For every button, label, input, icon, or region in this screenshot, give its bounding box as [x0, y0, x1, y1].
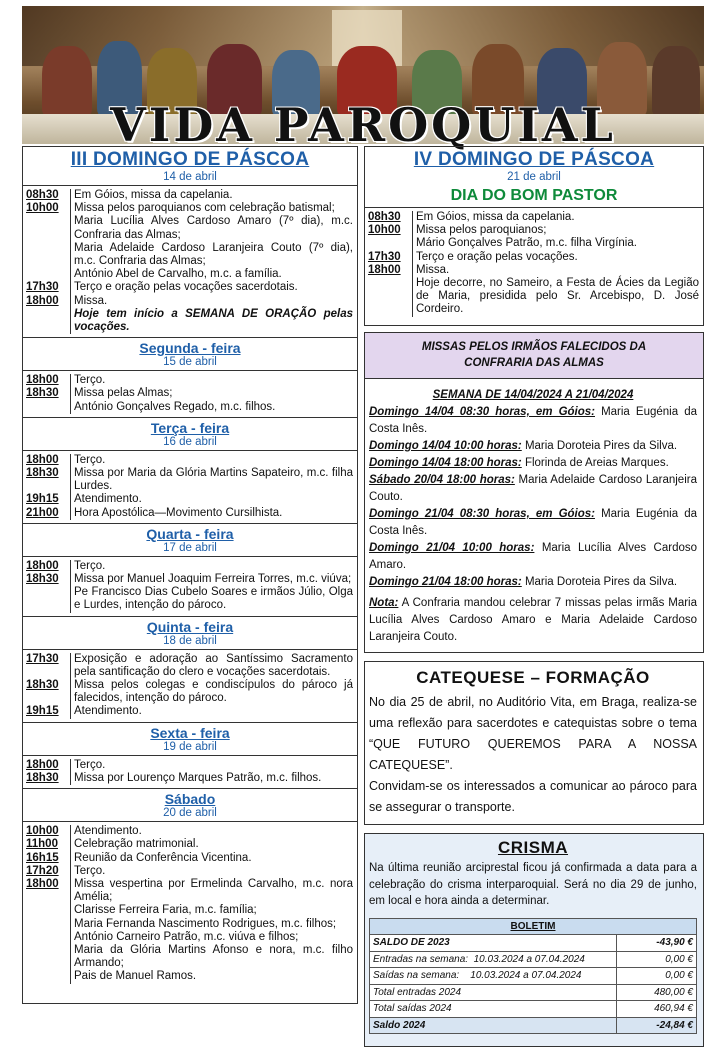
- schedule-entry: [25, 772, 353, 785]
- entry-text: António Carneiro Patrão, m.c. viúva e filhos;: [74, 930, 299, 943]
- schedule-entry: [25, 825, 353, 838]
- missa-item: [369, 404, 697, 438]
- boletim-value: -43,90 €: [617, 935, 697, 952]
- schedule-entry: [25, 970, 353, 983]
- boletim-row: [370, 1017, 697, 1034]
- day-schedule: [23, 756, 357, 789]
- missa-item-text: Florinda de Areias Marques.: [521, 457, 669, 469]
- entry-time: [25, 215, 71, 241]
- schedule-entry: [25, 374, 353, 387]
- missa-item: [369, 540, 697, 574]
- missas-header: [365, 333, 703, 379]
- entry-text: Atendimento.: [74, 705, 142, 718]
- day-header: [23, 524, 357, 557]
- weekday-schedule: [23, 338, 357, 986]
- schedule-entry: [367, 237, 699, 250]
- entry-time: [25, 918, 71, 931]
- schedule-entry: [25, 507, 353, 520]
- day-schedule: [23, 371, 357, 418]
- entry-time: 18h00: [25, 374, 71, 387]
- schedule-entry: [25, 944, 353, 970]
- day-date: 20 de abril: [163, 807, 217, 820]
- missas-week: SEMANA DE 14/04/2024 A 21/04/2024: [432, 389, 634, 401]
- entry-time: 18h30: [25, 772, 71, 785]
- entry-text: Terço.: [74, 559, 106, 572]
- schedule-entry: [25, 268, 353, 281]
- boletim-row: [370, 984, 697, 1001]
- boletim-label: SALDO DE 2023: [370, 935, 617, 952]
- entry-time: 18h30: [25, 573, 71, 586]
- entry-time: [25, 931, 71, 944]
- boletim-row: [370, 935, 697, 952]
- entry-time: 18h00: [367, 264, 413, 277]
- entry-time: [25, 586, 71, 612]
- day-header: [23, 723, 357, 756]
- boletim-row: [370, 968, 697, 985]
- schedule-entry: [25, 679, 353, 705]
- sunday-schedule: [23, 186, 357, 338]
- day-header: [23, 617, 357, 650]
- entry-time: 18h00: [25, 295, 71, 308]
- entry-time: [25, 944, 71, 970]
- schedule-entry: [25, 759, 353, 772]
- entry-text: Missa vespertina por Ermelinda Carvalho, m.c. nora Amélia;: [74, 877, 353, 904]
- missa-item: [369, 574, 697, 591]
- crisma-text: Na última reunião arciprestal ficou já confirmada a data para a celebração do crisma interparoquial. Será no dia 29 de junho, em local e hora ainda a determinar.: [369, 862, 697, 907]
- boletim-row: [370, 951, 697, 968]
- missas-nota: [369, 595, 697, 646]
- missa-item-text: Maria Doroteia Pires da Silva.: [521, 576, 678, 588]
- entry-time: 18h30: [25, 679, 71, 705]
- schedule-entry: [25, 878, 353, 904]
- schedule-entry: [25, 560, 353, 573]
- day-title: Terça - feira: [150, 419, 230, 436]
- missa-item: [369, 455, 697, 472]
- entry-text: Atendimento.: [74, 825, 142, 838]
- day-schedule: [23, 557, 357, 617]
- schedule-entry: [25, 493, 353, 506]
- sunday-header: [23, 147, 357, 186]
- schedule-entry: [25, 918, 353, 931]
- missa-item-label: Sábado 20/04 18:00 horas:: [369, 474, 515, 486]
- entry-time: 18h00: [25, 560, 71, 573]
- entry-text: Terço e oração pelas vocações sacerdotais.: [74, 281, 298, 294]
- schedule-entry: [25, 387, 353, 400]
- day-title: Segunda - feira: [139, 340, 241, 357]
- missa-item-label: Domingo 21/04 18:00 horas:: [369, 576, 522, 588]
- day-date: 16 de abril: [163, 435, 217, 448]
- missa-item: [369, 438, 697, 455]
- entry-text: Missa.: [416, 263, 450, 276]
- schedule-entry: [25, 573, 353, 586]
- entry-time: 11h00: [25, 838, 71, 851]
- schedule-entry: [25, 931, 353, 944]
- day-date: 19 de abril: [163, 740, 217, 753]
- missa-item-text: Maria Adelaide Cardoso Laranjeira Couto.: [369, 474, 697, 503]
- entry-text: Missa.: [74, 294, 108, 307]
- sunday-title: III DOMINGO DE PÁSCOA: [70, 149, 310, 170]
- entry-text: Missa pelos paroquianos com celebração batismal;: [74, 202, 335, 215]
- entry-text: Terço.: [74, 374, 106, 387]
- missa-item-label: Domingo 21/04 08:30 horas, em Góios:: [369, 508, 595, 520]
- missas-list: [369, 404, 697, 591]
- next-sunday-schedule: [365, 208, 703, 320]
- entry-text: Maria Lucília Alves Cardoso Amaro (7º dia), m.c. Confraria das Almas;: [74, 215, 353, 241]
- next-sunday-subtitle: DIA DO BOM PASTOR: [450, 187, 618, 204]
- day-schedule: [23, 650, 357, 723]
- next-sunday-date: 21 de abril: [507, 171, 561, 183]
- schedule-entry: [25, 454, 353, 467]
- entry-text: Maria da Glória Martins Afonso e nora, m.c. filho Armando;: [74, 943, 353, 970]
- entry-text: Reunião da Conferência Vicentina.: [74, 851, 252, 864]
- day-title: Sábado: [164, 791, 216, 808]
- left-column: [22, 146, 358, 1004]
- boletim-value: 0,00 €: [617, 968, 697, 985]
- missa-item-text: Maria Doroteia Pires da Silva.: [521, 440, 678, 452]
- schedule-entry: [25, 202, 353, 215]
- boletim-label: Saídas na semana: 10.03.2024 a 07.04.2024: [370, 968, 617, 985]
- missa-item-label: Domingo 14/04 08:30 horas, em Góios:: [369, 406, 595, 418]
- entry-text: Hora Apostólica—Movimento Cursilhista.: [74, 506, 283, 519]
- entry-time: [25, 401, 71, 414]
- entry-text: Pais de Manuel Ramos.: [74, 970, 197, 983]
- missas-box: [364, 332, 704, 653]
- schedule-entry: [367, 224, 699, 237]
- nota-text: A Confraria mandou celebrar 7 missas pelas irmãs Maria Lucília Alves Cardoso Amaro e Maria Adelaide Cardoso Laranjeira Couto.: [369, 597, 697, 643]
- catequese-box: [364, 661, 704, 825]
- entry-text: Terço e oração pelas vocações.: [416, 250, 578, 263]
- entry-time: 08h30: [367, 211, 413, 224]
- schedule-entry: [25, 467, 353, 493]
- entry-text: Terço.: [74, 864, 106, 877]
- missa-item-text: Maria Eugénia da Costa Inês.: [369, 406, 697, 435]
- entry-time: [25, 242, 71, 268]
- entry-time: 10h00: [367, 224, 413, 237]
- next-sunday-title: IV DOMINGO DE PÁSCOA: [413, 149, 655, 170]
- boletim-value: 460,94 €: [617, 1001, 697, 1018]
- boletim-table: [369, 918, 697, 1035]
- missa-item-label: Domingo 21/04 10:00 horas:: [369, 542, 535, 554]
- catequese-paragraph-1: No dia 25 de abril, no Auditório Vita, em Braga, realiza-se uma reflexão para sacerdotes e catequistas sobre o tema “QUE FUTURO QUEREMOS PARA A NOSSA CATEQUESE”.: [369, 695, 697, 772]
- entry-text: António Gonçalves Regado, m.c. filhos.: [74, 400, 276, 413]
- boletim-row: [370, 1001, 697, 1018]
- entry-time: [367, 237, 413, 250]
- entry-text: Missa por Manuel Joaquim Ferreira Torres, m.c. viúva;: [74, 573, 352, 586]
- catequese-paragraph-2: Convidam-se os interessados a comunicar ao pároco para se assegurar o transporte.: [369, 779, 697, 814]
- schedule-entry: [25, 904, 353, 917]
- entry-text: Hoje tem início a SEMANA DE ORAÇÃO pelas vocações.: [74, 307, 353, 334]
- entry-time: 19h15: [25, 493, 71, 506]
- day-date: 15 de abril: [163, 356, 217, 369]
- day-header: [23, 418, 357, 451]
- boletim-label: Saldo 2024: [370, 1017, 617, 1034]
- header-banner: [22, 6, 704, 152]
- missa-item-text: Maria Eugénia da Costa Inês.: [369, 508, 697, 537]
- day-schedule: [23, 451, 357, 524]
- entry-text: Missa pelos paroquianos;: [416, 224, 547, 237]
- day-date: 18 de abril: [163, 634, 217, 647]
- crisma-title: CRISMA: [497, 838, 569, 857]
- nota-label: Nota:: [369, 597, 399, 609]
- schedule-entry: [25, 653, 353, 679]
- missas-header-line1: MISSAS PELOS IRMÃOS FALECIDOS DA: [421, 341, 647, 353]
- sunday-date: 14 de abril: [163, 171, 217, 183]
- entry-text: António Abel de Carvalho, m.c. a família.: [74, 268, 282, 281]
- catequese-title: CATEQUESE – FORMAÇÃO: [416, 668, 650, 687]
- entry-time: 18h30: [25, 387, 71, 400]
- entry-text: Maria Adelaide Cardoso Laranjeira Couto (7º dia), m.c. Confraria das Almas;: [74, 241, 353, 268]
- day-title: Quinta - feira: [146, 618, 234, 635]
- entry-text: Mário Gonçalves Patrão, m.c. filha Virgínia.: [416, 237, 637, 250]
- boletim-label: Total entradas 2024: [370, 984, 617, 1001]
- schedule-entry: [25, 865, 353, 878]
- entry-time: [25, 308, 71, 334]
- day-header: [23, 789, 357, 822]
- entry-text: Clarisse Ferreira Faria, m.c. família;: [74, 904, 257, 917]
- boletim-label: Entradas na semana: 10.03.2024 a 07.04.2024: [370, 951, 617, 968]
- boletim-value: 480,00 €: [617, 984, 697, 1001]
- next-sunday-header: [365, 147, 703, 208]
- next-sunday-box: [364, 146, 704, 326]
- entry-text: Exposição e adoração ao Santíssimo Sacramento pela santificação do clero e vocações sacerdotais.: [74, 652, 353, 678]
- entry-text: Em Góios, missa da capelania.: [74, 189, 233, 201]
- schedule-entry: [367, 277, 699, 317]
- entry-time: 21h00: [25, 507, 71, 520]
- entry-text: Hoje decorre, no Sameiro, a Festa de Ácies da Legião de Maria, presidida pelo Sr. Arcebispo, D. José Cordeiro.: [416, 277, 699, 316]
- boletim-label: Total saídas 2024: [370, 1001, 617, 1018]
- entry-text: Missa por Maria da Glória Martins Sapateiro, m.c. filha Lurdes.: [74, 467, 353, 493]
- boletim-title: BOLETIM: [370, 918, 697, 935]
- entry-time: 10h00: [25, 825, 71, 838]
- entry-time: 18h00: [25, 878, 71, 904]
- missa-item-label: Domingo 14/04 10:00 horas:: [369, 440, 522, 452]
- schedule-entry: [25, 852, 353, 865]
- right-column: [364, 146, 704, 1047]
- day-schedule: [23, 822, 357, 986]
- entry-text: Em Góios, missa da capelania.: [416, 211, 575, 223]
- entry-text: Missa pelos colegas e condiscípulos do pároco já falecidos, intenção do pároco.: [74, 679, 353, 705]
- entry-time: [25, 904, 71, 917]
- crisma-box: [364, 833, 704, 1047]
- schedule-entry: [25, 401, 353, 414]
- schedule-entry: [367, 264, 699, 277]
- page-title: VIDA PAROQUIAL: [110, 98, 616, 152]
- entry-time: [25, 268, 71, 281]
- missa-item: [369, 506, 697, 540]
- entry-time: [367, 277, 413, 317]
- entry-time: 18h00: [25, 454, 71, 467]
- missa-item-label: Domingo 14/04 18:00 horas:: [369, 457, 522, 469]
- entry-text: Maria Fernanda Nascimento Rodrigues, m.c. filhos;: [74, 917, 337, 930]
- entry-text: Celebração matrimonial.: [74, 838, 199, 851]
- entry-time: 17h30: [25, 653, 71, 679]
- schedule-entry: [25, 215, 353, 241]
- schedule-entry: [367, 251, 699, 264]
- missas-body: [365, 379, 703, 652]
- schedule-entry: [25, 705, 353, 718]
- schedule-entry: [25, 189, 353, 202]
- entry-text: Terço.: [74, 758, 106, 771]
- day-title: Sexta - feira: [150, 724, 230, 741]
- entry-time: 17h30: [367, 251, 413, 264]
- schedule-entry: [25, 242, 353, 268]
- entry-time: [25, 970, 71, 983]
- entry-time: 17h30: [25, 281, 71, 294]
- missa-item-text: Maria Lucília Alves Cardoso Amaro.: [369, 542, 698, 571]
- entry-time: 16h15: [25, 852, 71, 865]
- entry-time: 17h20: [25, 865, 71, 878]
- schedule-entry: [25, 308, 353, 334]
- schedule-entry: [25, 295, 353, 308]
- entry-time: 19h15: [25, 705, 71, 718]
- entry-text: Atendimento.: [74, 493, 142, 506]
- schedule-entry: [367, 211, 699, 224]
- schedule-entry: [25, 586, 353, 612]
- boletim-value: -24,84 €: [617, 1017, 697, 1034]
- missas-header-line2: CONFRARIA DAS ALMAS: [464, 357, 604, 369]
- boletim-value: 0,00 €: [617, 951, 697, 968]
- entry-time: 10h00: [25, 202, 71, 215]
- schedule-entry: [25, 838, 353, 851]
- day-title: Quarta - feira: [146, 525, 234, 542]
- entry-time: 18h00: [25, 759, 71, 772]
- entry-time: 08h30: [25, 189, 71, 202]
- entry-text: Terço.: [74, 453, 106, 466]
- entry-text: Pe Francisco Dias Cubelo Soares e irmãos Júlio, Olga e Lurdes, intenção do pároco.: [74, 586, 353, 612]
- day-header: [23, 338, 357, 371]
- entry-text: Missa pelas Almas;: [74, 387, 173, 400]
- day-date: 17 de abril: [163, 541, 217, 554]
- entry-text: Missa por Lourenço Marques Patrão, m.c. filhos.: [74, 771, 322, 784]
- schedule-entry: [25, 281, 353, 294]
- missa-item: [369, 472, 697, 506]
- entry-time: 18h30: [25, 467, 71, 493]
